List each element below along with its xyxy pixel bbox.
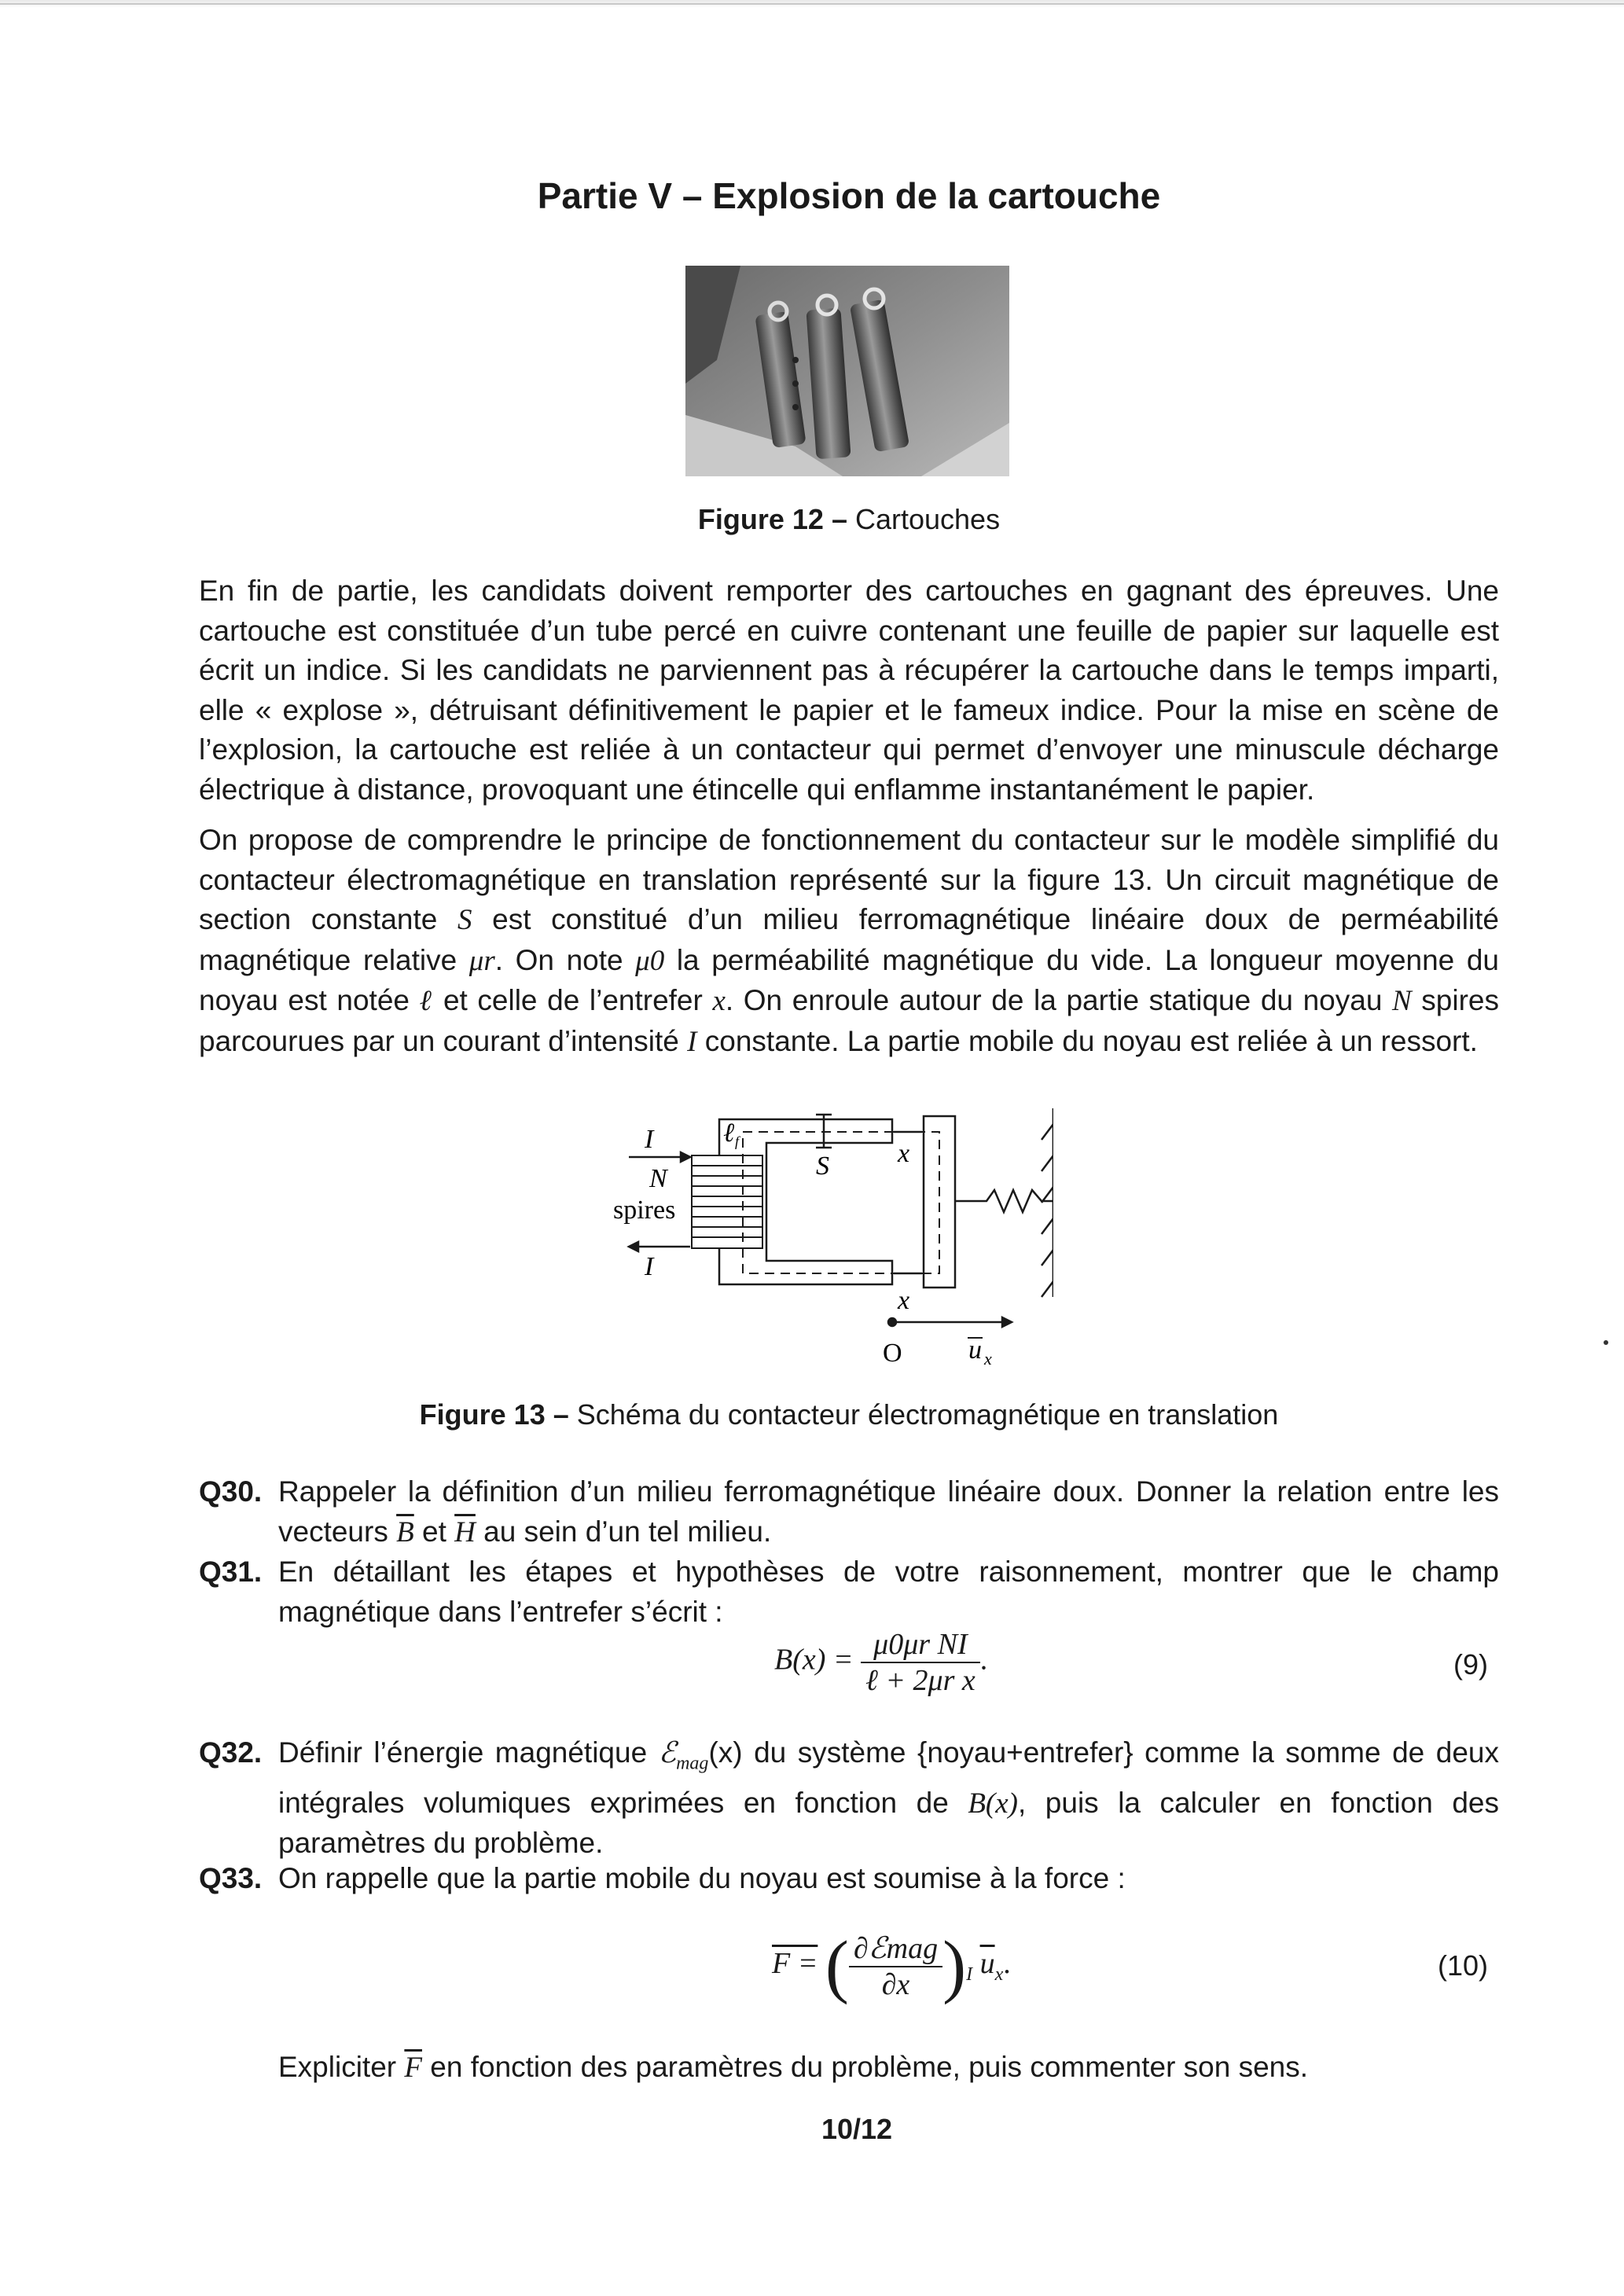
label-x-top: x (898, 1139, 910, 1168)
figure-13-caption: Figure 13 – Schéma du contacteur électromagnétique en translation (419, 1398, 1279, 1431)
label-ell: ℓ (723, 1119, 735, 1148)
page-number: 10/12 (821, 2113, 893, 2145)
contactor-schematic (613, 1108, 1053, 1376)
coil (692, 1155, 762, 1248)
spring (955, 1190, 1053, 1212)
label-I-bottom: I (645, 1252, 654, 1281)
equation-10-number: (10) (1437, 1949, 1488, 1982)
label-x-bottom: x (898, 1286, 910, 1315)
equation-9: B(x) = $\frac{\text{μ0μr NI}}{\text{ℓ + 2μr x}}$ . (774, 1628, 988, 1697)
label-O: O (883, 1339, 902, 1368)
mean-path (743, 1132, 939, 1273)
label-N: N (649, 1164, 667, 1193)
scan-speck (1604, 1340, 1608, 1345)
label-ux-sub: x (984, 1349, 992, 1368)
equation-10: F = ( $\frac{\text{∂ℰmag}}{\partial x}$ )$_I$ $\overline{u}_x$. (772, 1927, 1011, 2005)
label-ux: u (968, 1335, 982, 1365)
cartridges-photo (685, 266, 1009, 476)
label-ell-sub: f (735, 1133, 740, 1149)
paragraph-intro: En fin de partie, les candidats doivent remporter des cartouches en gagnant des épreuves. Une cartouche est constituée d’un tube percé en cuivre contenant une feuille de papier sur laquelle est écrit un indice. Si les candidats ne parviennent pas à récupérer la cartouche dans le temps imparti, elle « explose », détruisant définitivement le papier et le fameux indice. Pour la mise en scène de l’explosion, la cartouche est reliée à un contacteur qui permet d’envoyer une minuscule décharge électrique à distance, provoquant une étincelle qui enflamme instantanément le papier. (199, 575, 1499, 806)
figure-12-caption: Figure 12 – Cartouches (697, 503, 1001, 535)
page-title: Partie V – Explosion de la cartouche (537, 175, 1161, 216)
label-I-top: I (645, 1125, 654, 1154)
equation-9-number: (9) (1453, 1648, 1488, 1681)
scan-top-line (0, 3, 1624, 5)
paragraph-model: On propose de comprendre le principe de fonctionnement du contacteur sur le modèle simplifié du contacteur électromagnétique en translation représenté sur la figure 13. Un circuit magnétique de section constante S est constitué d’un milieu ferromagnétique linéaire doux de perméabilité magnétique relative μr. On note μ0 la perméabilité magnétique du vide. La longueur moyenne du noyau est notée ℓ et celle de l’entrefer x. On enroule autour de la partie statique du noyau N spires parcourues par un courant d’intensité I constante. La partie mobile du noyau est reliée à un ressort. (199, 824, 1500, 1058)
label-spires: spires (613, 1196, 676, 1225)
label-S: S (816, 1152, 829, 1181)
